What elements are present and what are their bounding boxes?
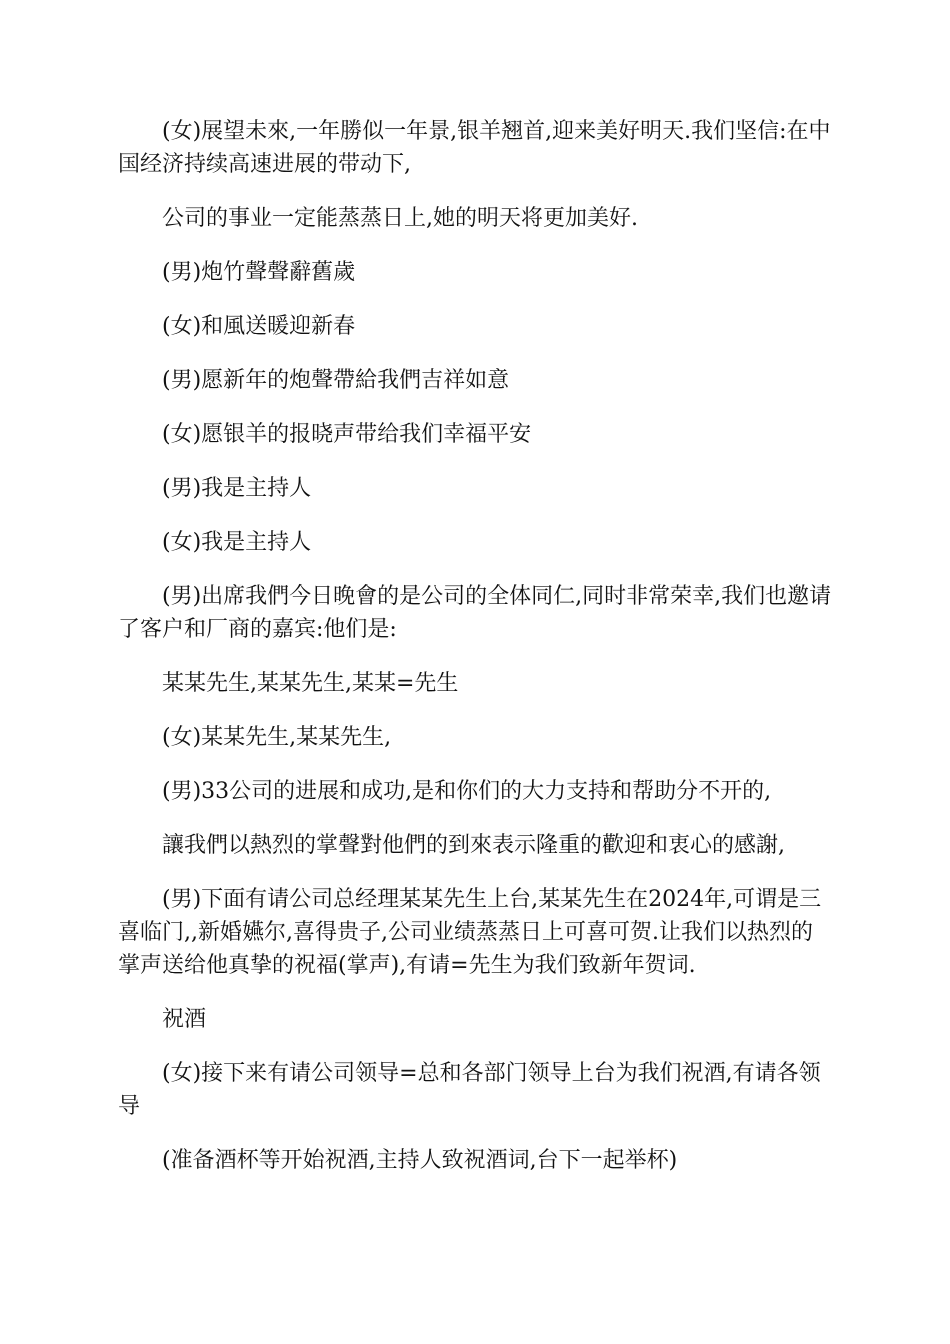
paragraph: (男)我是主持人	[162, 476, 312, 501]
paragraph: (男)出席我們今日晚會的是公司的全体同仁,同时非常荣幸,我们也邀请了客户和厂商的嘉宾:他们是:	[118, 584, 832, 642]
paragraph: (女)愿银羊的报晓声带给我们幸福平安	[162, 422, 532, 447]
document-body	[118, 115, 834, 1198]
paragraph: (男)33公司的进展和成功,是和你们的大力支持和帮助分不开的,	[162, 779, 772, 804]
paragraph: (男)炮竹聲聲辭舊歲	[162, 260, 356, 285]
paragraph: 讓我們以熱烈的掌聲對他們的到來表示隆重的歡迎和衷心的感謝,	[162, 833, 785, 858]
paragraph: (男)愿新年的炮聲帶給我們吉祥如意	[162, 368, 510, 393]
paragraph: 祝酒	[162, 1007, 207, 1032]
paragraph: 公司的事业一定能蒸蒸日上,她的明天将更加美好.	[162, 206, 638, 231]
paragraph: (女)接下来有请公司领导=总和各部门领导上台为我们祝酒,有请各领导	[118, 1061, 821, 1119]
paragraph: (男)下面有请公司总经理某某先生上台,某某先生在2024年,可谓是三喜临门,,新婚嬿尔,喜得贵子,公司业绩蒸蒸日上可喜可贺.让我们以热烈的掌声送给他真挚的祝福(掌声),有请=先生为我们致新年贺词.	[118, 887, 822, 978]
paragraph: (女)展望未來,一年勝似一年景,银羊翘首,迎来美好明天.我们坚信:在中国经济持续高速进展的带动下,	[118, 119, 831, 177]
paragraph: (女)某某先生,某某先生,	[162, 725, 392, 750]
paragraph: (女)我是主持人	[162, 530, 312, 555]
paragraph: (准备酒杯等开始祝酒,主持人致祝酒词,台下一起举杯)	[162, 1148, 678, 1173]
paragraph: 某某先生,某某先生,某某=先生	[162, 671, 459, 696]
paragraph: (女)和風送暖迎新春	[162, 314, 356, 339]
